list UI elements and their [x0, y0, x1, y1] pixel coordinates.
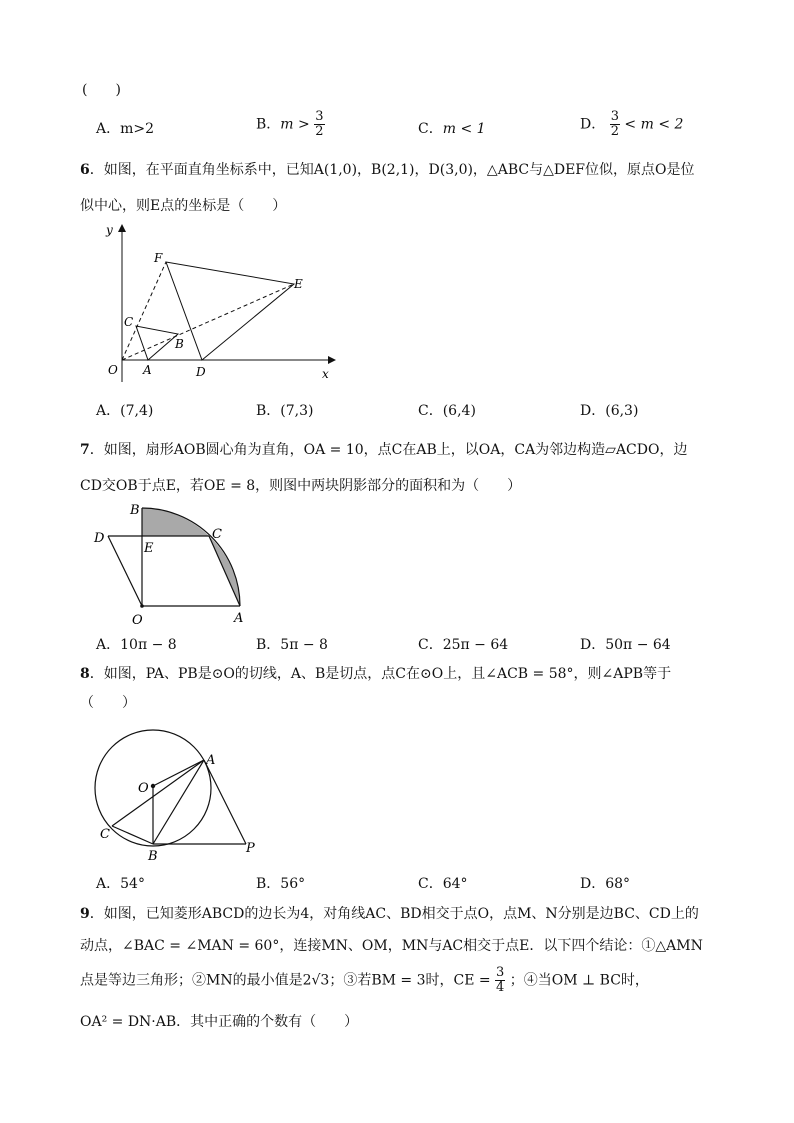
q6-y-arrow [118, 224, 126, 232]
q8-label-c: C [100, 827, 110, 842]
q7-line1 [80, 440, 687, 460]
q9-ce-fraction [495, 966, 505, 995]
q6-ray-oe [122, 284, 294, 360]
q9-line3 [80, 966, 649, 995]
q7-point-o [140, 604, 144, 608]
q7-option-a-text: 10π − 8 [120, 637, 177, 653]
q8-label-a: A [206, 753, 216, 768]
q5-option-a-letter: A． [96, 121, 121, 137]
q6-option-b-letter: B． [256, 403, 281, 419]
q8-label-o: O [138, 781, 149, 796]
q5-option-a [96, 118, 154, 138]
q8-number: 8 [80, 666, 90, 682]
q9-ce-den: 4 [496, 980, 505, 995]
q5-option-b [256, 110, 325, 139]
q6-option-b-text: (7,3) [280, 403, 314, 419]
q6-option-a [96, 400, 153, 420]
q8-option-c-letter: C． [418, 876, 443, 892]
q8-option-d-text: 68° [605, 876, 631, 892]
q5-answer-paren: ( ) [82, 82, 121, 98]
q7-figure [88, 500, 258, 630]
q8-option-a-text: 54° [120, 876, 145, 892]
q8-tangent-pa [204, 760, 246, 844]
q8-line1-text: ．如图，PA、PB是⊙O的切线，A、B是切点，点C在⊙O上，且∠ACB = 58°，则∠APB等于 [89, 666, 672, 682]
q7-option-c [418, 634, 508, 654]
q9-line4: OA² = DN·AB．其中正确的个数有（ ） [80, 1014, 359, 1030]
q8-option-a [96, 873, 145, 893]
q6-line1 [80, 160, 694, 180]
q7-line1-text: ．如图，扇形AOB圆心角为直角，OA = 10，点C在AB上，以OA，CA为邻边构造▱ACDO，边 [89, 442, 688, 458]
q7-option-b-letter: B． [256, 637, 281, 653]
q6-label-d: D [196, 365, 206, 379]
q7-label-d: D [94, 531, 105, 546]
q5-option-d [580, 110, 683, 139]
q8-chord-ca [112, 760, 204, 826]
q7-number: 7 [80, 442, 90, 458]
q6-option-a-text: (7,4) [120, 403, 154, 419]
q6-label-o: O [108, 363, 118, 377]
q7-label-c: C [212, 527, 222, 542]
q6-triangle-def [166, 262, 294, 360]
q6-label-f: F [154, 251, 163, 265]
q6-line1-text: ．如图，在平面直角坐标系中，已知A(1,0)，B(2,1)，D(3,0)，△ABC与△DEF位似，原点O是位 [89, 162, 695, 178]
q8-center-o [151, 784, 155, 788]
q7-option-d [580, 634, 671, 654]
q6-option-d-text: (6,3) [605, 403, 639, 419]
q6-label-e: E [294, 277, 303, 291]
q6-label-b: B [175, 337, 184, 351]
q7-option-d-letter: D． [580, 637, 606, 653]
q7-segment-do [108, 536, 142, 606]
q8-label-b: B [148, 849, 158, 864]
q7-label-a: A [234, 611, 244, 626]
q7-label-o: O [132, 613, 143, 628]
q5-option-b-pre: m > [280, 116, 310, 133]
q5-option-d-fraction [610, 110, 620, 139]
q5-d-num: 3 [610, 109, 619, 124]
q5-option-b-letter: B． [256, 116, 281, 133]
q6-option-b [256, 400, 314, 420]
q6-label-y: y [106, 223, 113, 237]
q9-number: 9 [80, 906, 90, 922]
q9-ce-num: 3 [496, 965, 505, 980]
q5-d-den: 2 [610, 124, 619, 139]
q7-option-b-text: 5π − 8 [280, 637, 328, 653]
q7-option-d-text: 50π − 64 [605, 637, 671, 653]
q8-option-c-text: 64° [442, 876, 468, 892]
q8-option-b [256, 873, 305, 893]
q8-line1 [80, 664, 671, 684]
q8-figure [88, 720, 268, 866]
q7-line2: CD交OB于点E，若OE = 8，则图中两块阴影部分的面积和为（ ） [80, 478, 522, 494]
q5-option-d-post: < m < 2 [624, 116, 684, 133]
q7-option-c-letter: C． [418, 637, 443, 653]
q5-b-num: 3 [315, 109, 324, 124]
q5-option-c-letter: C． [418, 121, 443, 137]
q7-option-c-text: 25π − 64 [442, 637, 509, 653]
q5-b-den: 2 [315, 124, 324, 139]
q8-option-c [418, 873, 468, 893]
q6-option-c-text: (6,4) [442, 403, 476, 419]
q8-option-a-letter: A． [96, 876, 121, 892]
q7-label-b: B [130, 503, 140, 518]
q6-ray-of [122, 262, 166, 360]
q6-label-a: A [143, 363, 152, 377]
q6-number: 6 [80, 162, 90, 178]
q5-option-c [418, 118, 486, 138]
q6-option-a-letter: A． [96, 403, 121, 419]
q7-option-b [256, 634, 328, 654]
q8-option-b-text: 56° [280, 876, 306, 892]
q6-option-d [580, 400, 638, 420]
q6-option-c [418, 400, 476, 420]
q9-line1 [80, 904, 699, 924]
q6-label-x: x [322, 367, 329, 381]
q8-option-d-letter: D． [580, 876, 606, 892]
q9-line1-text: ．如图，已知菱形ABCD的边长为4，对角线AC、BD相交于点O，点M、N分别是边BC、CD上的 [89, 906, 699, 922]
q6-figure [92, 222, 342, 384]
q8-option-d [580, 873, 630, 893]
q7-label-e: E [144, 541, 154, 556]
q6-triangle-abc [136, 326, 178, 360]
q8-label-p: P [246, 841, 255, 856]
q5-option-a-text: m>2 [120, 121, 155, 137]
q6-label-c: C [124, 315, 134, 329]
q7-option-a [96, 634, 177, 654]
q5-option-d-letter: D． [580, 116, 606, 133]
q8-option-b-letter: B． [256, 876, 281, 892]
q6-option-c-letter: C． [418, 403, 443, 419]
q8-line2: （ ） [80, 695, 136, 711]
q7-shade-top [142, 508, 209, 536]
q6-x-arrow [328, 356, 336, 364]
q9-line3-pre: 点是等边三角形；②MN的最小值是2√3；③若BM = 3时，CE = [80, 972, 491, 989]
q5-option-b-fraction [314, 110, 324, 139]
q9-line3-post: ；④当OM ⊥ BC时， [509, 972, 649, 989]
q6-option-d-letter: D． [580, 403, 606, 419]
q5-option-c-text: m < 1 [442, 121, 486, 137]
q9-line2: 动点，∠BAC = ∠MAN = 60°，连接MN、OM，MN与AC相交于点E．以下四个结论：①△AMN [80, 938, 703, 954]
q7-option-a-letter: A． [96, 637, 121, 653]
q7-segment-ca [209, 536, 240, 606]
q6-line2: 似中心，则E点的坐标是（ ） [80, 198, 287, 214]
